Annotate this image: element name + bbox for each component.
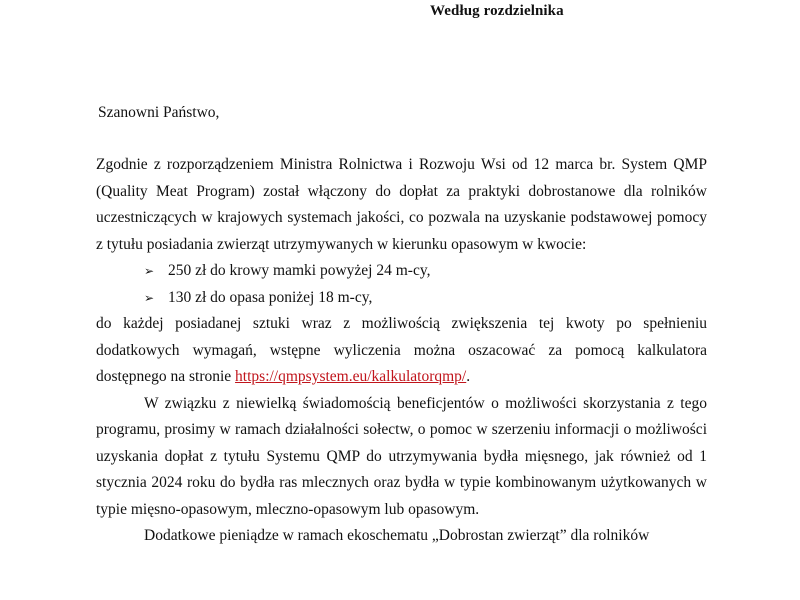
salutation: Szanowni Państwo, [98, 104, 220, 121]
paragraph-additional: Dodatkowe pieniądze w ramach ekoschematu „Dobrostan zwierząt” dla rolników [144, 527, 650, 544]
arrow-bullet-icon: ➢ [144, 290, 155, 305]
recipient-line: Według rozdzielnika [430, 3, 564, 19]
list-item-text: 130 zł do opasa poniżej 18 m-cy, [168, 288, 373, 306]
letter-body [96, 152, 707, 550]
list-item-text: 250 zł do krowy mamki powyżej 24 m-cy, [168, 262, 431, 279]
paragraph-calculator-end: . [466, 368, 471, 385]
paragraph-request: W związku z niewielką świadomością beneficjentów o możliwości skorzystania z tego programu, prosimy w ramach działalności sołectw, o pomoc w szerzeniu informacji o możliwości uzyskania dopłat z tytułu Systemu QMP do utrzymywania bydła mięsnego, jak również od 1 stycznia 2024 roku do bydła ras mlecznych oraz bydła w typie kombinowanym użytkowanych w typie mięsno-opasowym, mleczno-opasowym lub opasowym. [96, 394, 707, 518]
list-item [144, 258, 707, 285]
paragraph-calculator [96, 311, 707, 391]
list-item [144, 285, 707, 312]
amount-list [96, 258, 707, 311]
arrow-bullet-icon: ➢ [144, 264, 155, 278]
calculator-link[interactable]: https://qmpsystem.eu/kalkulatorqmp/ [235, 368, 467, 385]
paragraph-calculator-text: do każdej posiadanej sztuki wraz z możliwością zwiększenia tej kwoty po spełnieniu dodatkowych wymagań, wstępne wyliczenia można oszacować za pomocą kalkulatora dostępnego na stronie [96, 315, 707, 385]
paragraph-regulation: Zgodnie z rozporządzeniem Ministra Rolnictwa i Rozwoju Wsi od 12 marca br. System QMP (Quality Meat Program) został włączony do dopłat za praktyki dobrostanowe dla rolników uczestniczących w krajowych systemach jakości, co pozwala na uzyskanie podstawowej pomocy z tytułu posiadania zwierząt utrzymywanych w kierunku opasowym w kwocie: [96, 156, 707, 253]
